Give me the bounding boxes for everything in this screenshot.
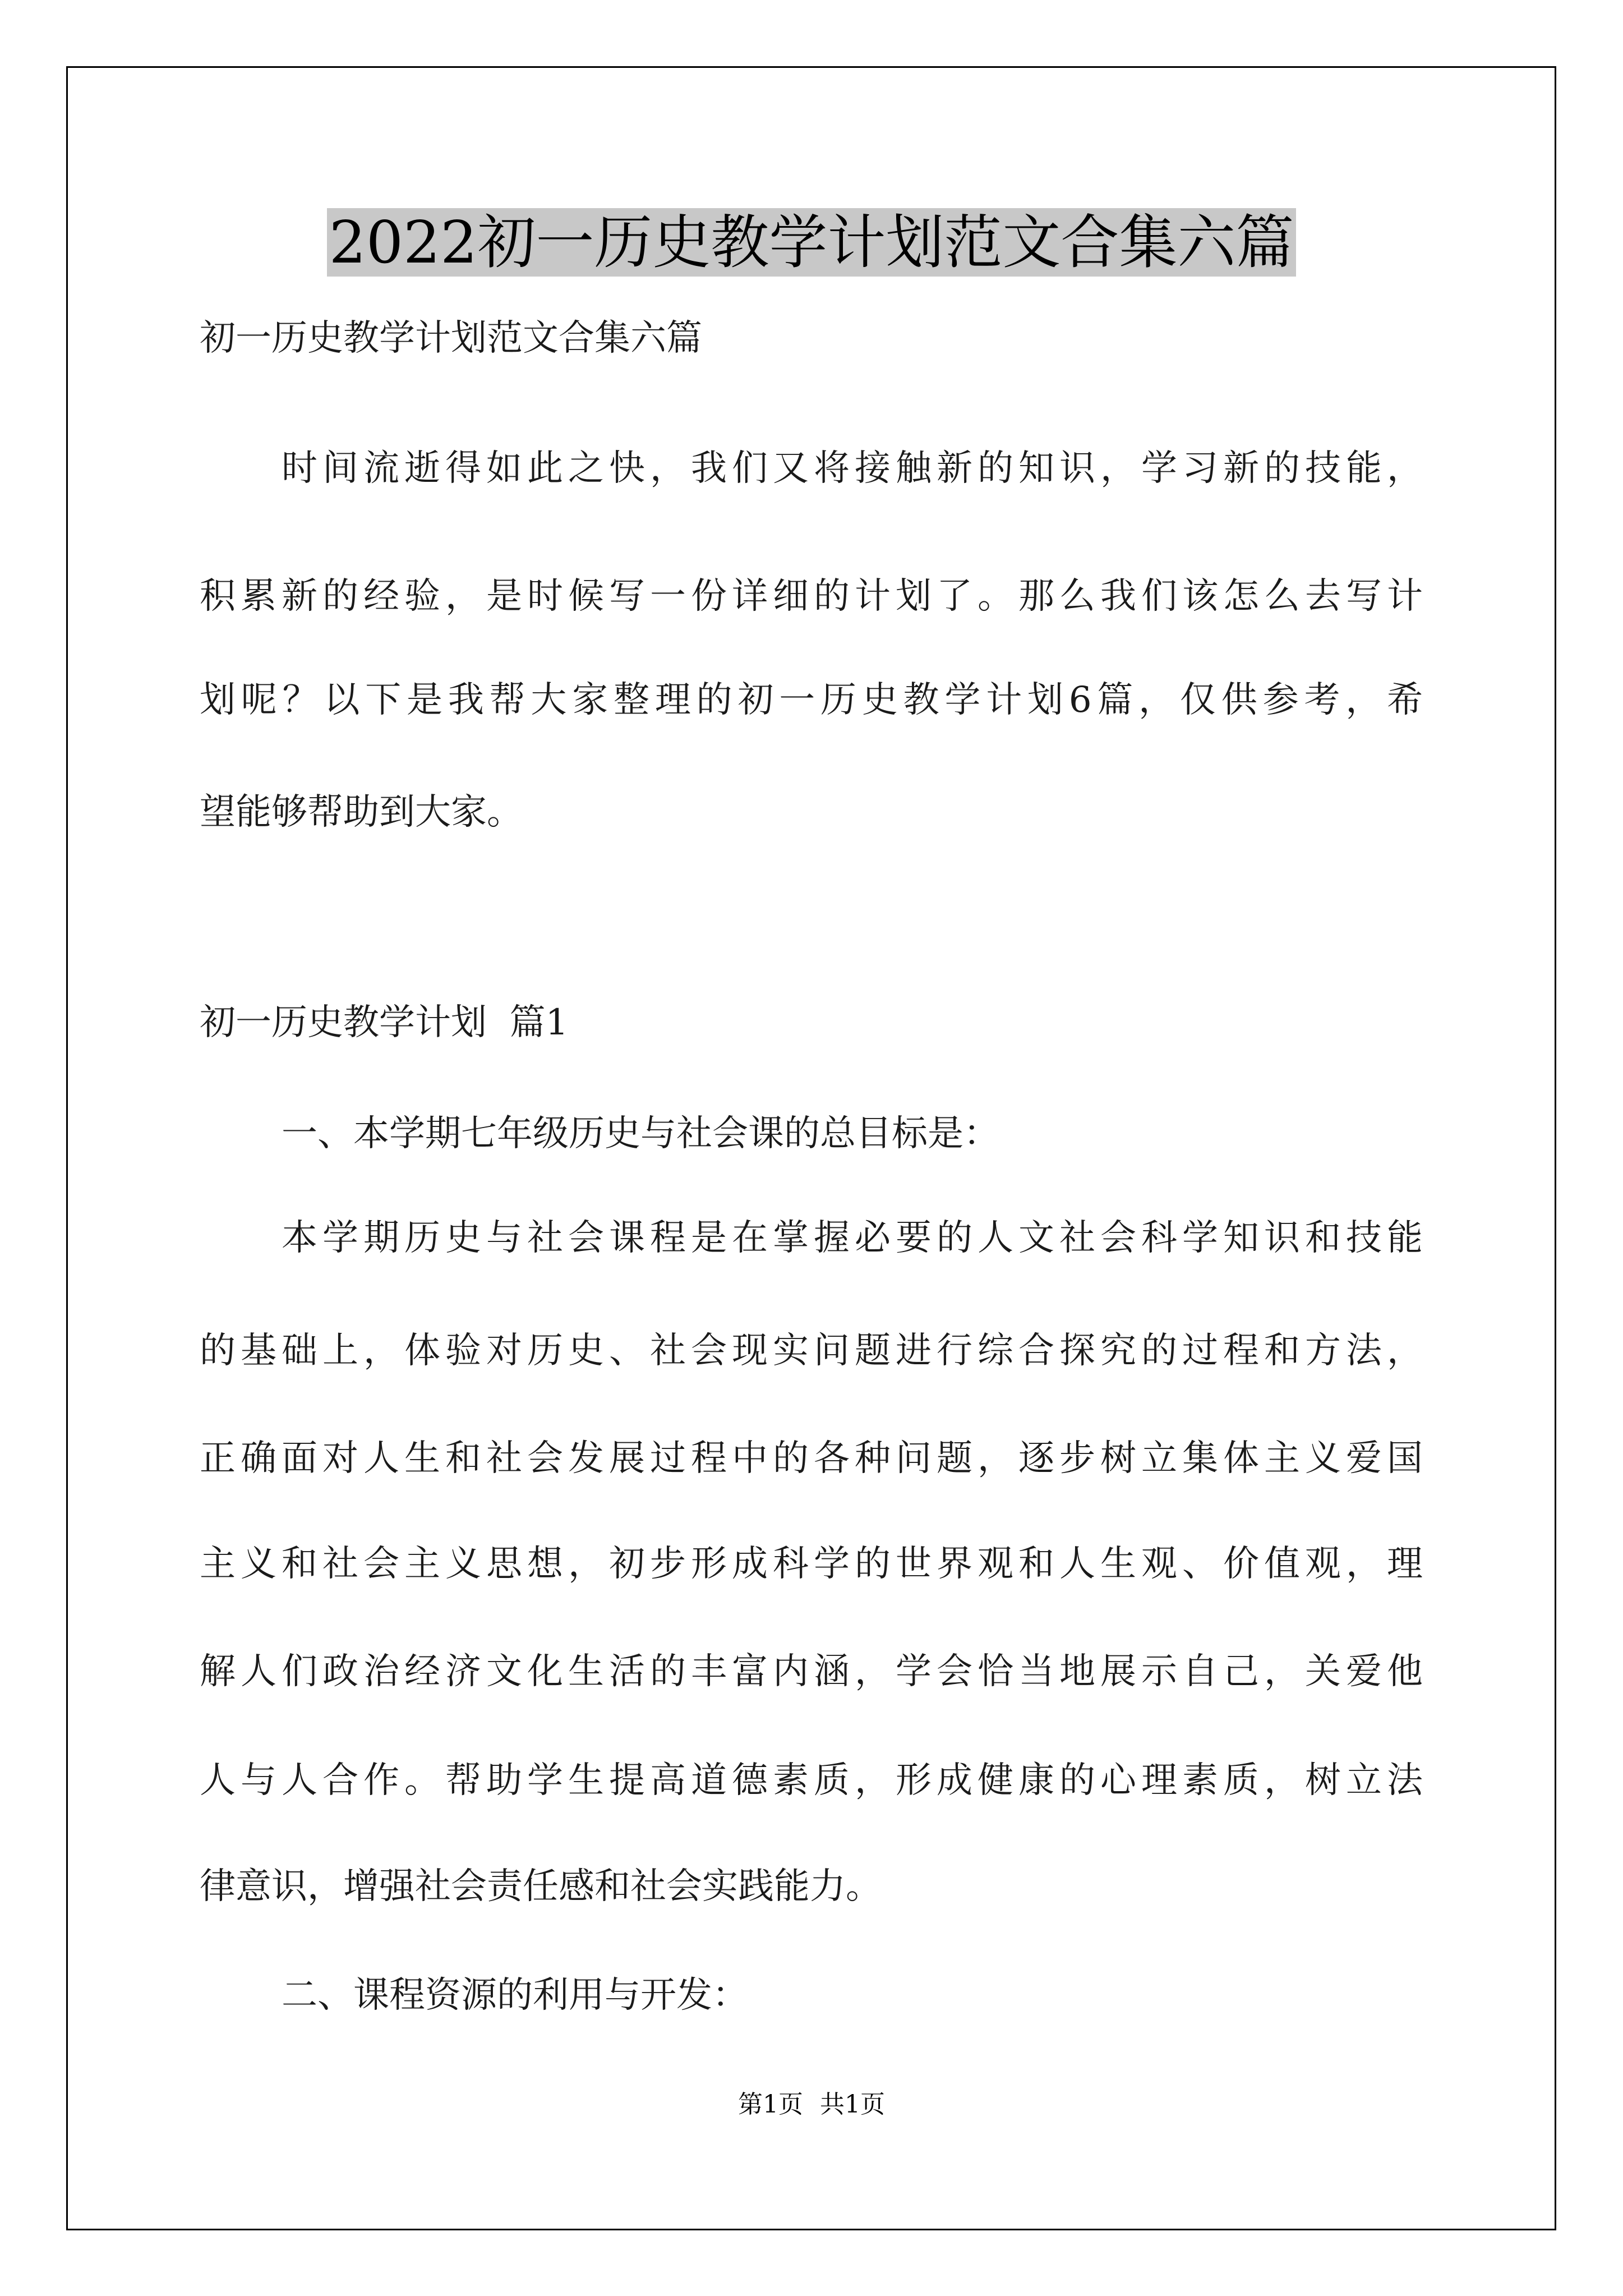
goal-line-1: 本学期历史与社会课程是在掌握必要的人文社会科学知识和技能	[282, 1217, 1423, 1259]
goal-line-4: 主义和社会主义思想，初步形成科学的世界观和人生观、价值观，理	[200, 1543, 1423, 1585]
section-heading: 初一历史教学计划 篇1	[200, 1002, 569, 1043]
document-title-text: 2022初一历史教学计划范文合集六篇	[327, 208, 1297, 277]
goal-line-7: 律意识，增强社会责任感和社会实践能力。	[200, 1866, 882, 1907]
intro-line-4: 望能够帮助到大家。	[200, 792, 523, 833]
footer-total-pages: 共1页	[820, 2090, 885, 2119]
point-two-heading: 二、课程资源的利用与开发：	[282, 1975, 748, 2016]
goal-line-5: 解人们政治经济文化生活的丰富内涵，学会恰当地展示自己，关爱他	[200, 1651, 1423, 1692]
goal-line-2: 的基础上，体验对历史、社会现实问题进行综合探究的过程和方法，	[200, 1330, 1423, 1372]
page-footer	[0, 2088, 1623, 2122]
document-subtitle: 初一历史教学计划范文合集六篇	[200, 318, 702, 359]
intro-line-2: 积累新的经验，是时候写一份详细的计划了。那么我们该怎么去写计	[200, 576, 1423, 617]
footer-current-page: 第1页	[738, 2090, 803, 2119]
intro-line-1: 时间流逝得如此之快，我们又将接触新的知识，学习新的技能，	[282, 448, 1423, 489]
goal-line-6: 人与人合作。帮助学生提高道德素质，形成健康的心理素质，树立法	[200, 1760, 1423, 1801]
intro-line-3: 划呢？以下是我帮大家整理的初一历史教学计划6篇，仅供参考，希	[200, 679, 1423, 721]
point-one-heading: 一、本学期七年级历史与社会课的总目标是：	[282, 1113, 999, 1154]
goal-line-3: 正确面对人生和社会发展过程中的各种问题，逐步树立集体主义爱国	[200, 1438, 1423, 1479]
document-title	[0, 203, 1623, 282]
